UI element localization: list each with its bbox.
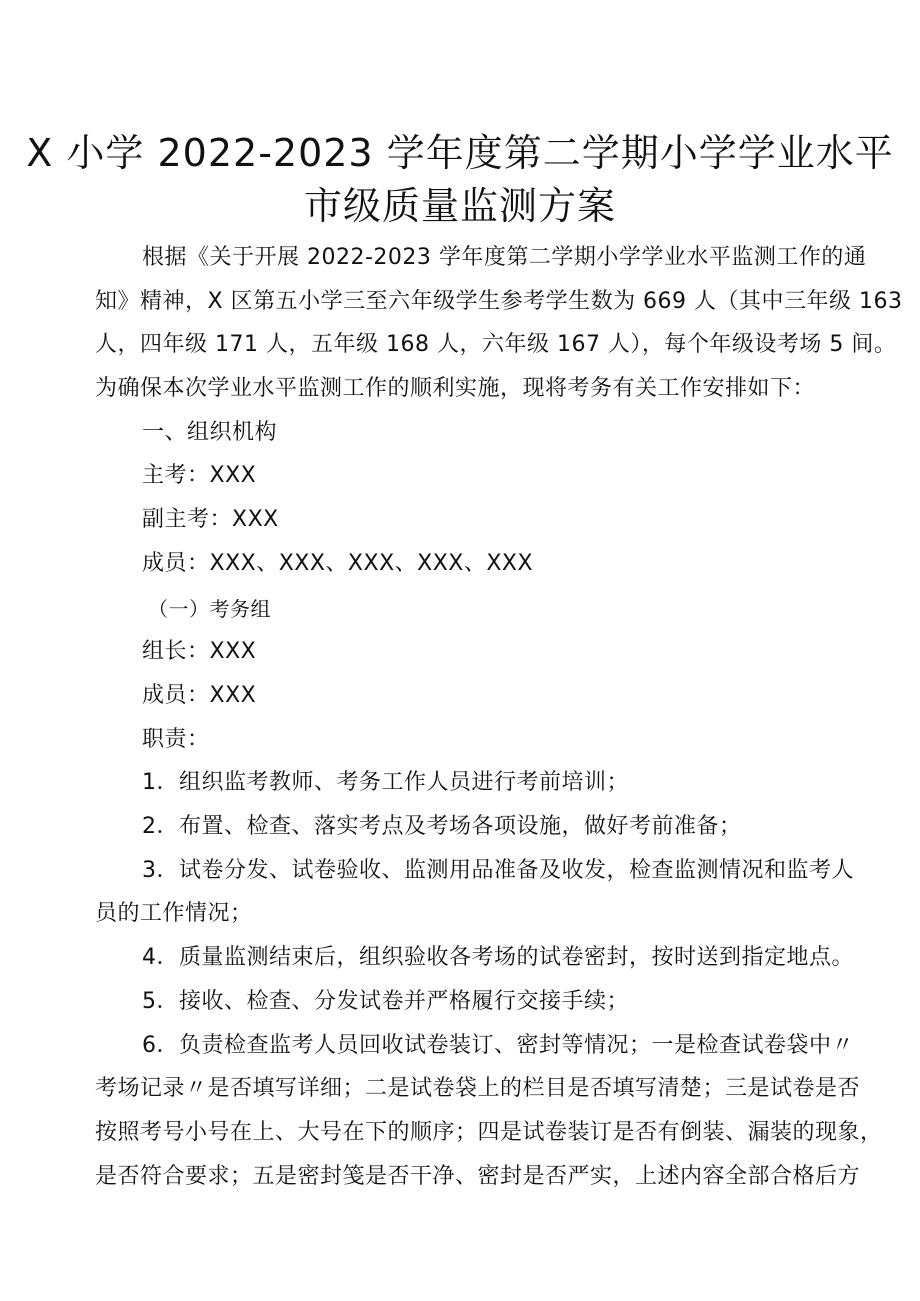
exam-group-leader: 组长：XXX bbox=[142, 639, 257, 664]
organization-members: 成员：XXX、XXX、XXX、XXX、XXX bbox=[142, 551, 534, 576]
document-title-line-1: X 小学 2022-2023 学年度第二学期小学学业水平 bbox=[26, 131, 894, 175]
duties-label: 职责： bbox=[142, 727, 210, 752]
duty-item-6-line-3: 按照考号小号在上、大号在下的顺序；四是试卷装订是否有倒装、漏装的现象， bbox=[95, 1120, 883, 1145]
section-heading-exam-group: （一）考务组 bbox=[148, 597, 271, 621]
intro-line-1: 根据《关于开展 2022-2023 学年度第二学期小学学业水平监测工作的通 bbox=[142, 245, 867, 270]
duty-item-6-line-2: 考场记录〃是否填写详细；二是试卷袋上的栏目是否填写清楚；三是试卷是否 bbox=[95, 1076, 861, 1101]
duty-item-3-continued: 员的工作情况； bbox=[95, 901, 253, 926]
duty-item-2: 2．布置、检查、落实考点及考场各项设施，做好考前准备； bbox=[142, 814, 742, 839]
intro-line-2: 知》精神，X 区第五小学三至六年级学生参考学生数为 669 人（其中三年级 163 bbox=[95, 289, 903, 314]
duty-item-6: 6．负责检查监考人员回收试卷装订、密封等情况；一是检查试卷袋中〃 bbox=[142, 1033, 854, 1058]
document-title-line-2: 市级质量监测方案 bbox=[303, 184, 616, 228]
duty-item-4: 4．质量监测结束后，组织验收各考场的试卷密封，按时送到指定地点。 bbox=[142, 945, 854, 970]
duty-item-3: 3．试卷分发、试卷验收、监测用品准备及收发，检查监测情况和监考人 bbox=[142, 858, 854, 883]
duty-item-1: 1．组织监考教师、考务工作人员进行考前培训； bbox=[142, 770, 629, 795]
deputy-chief-examiner: 副主考：XXX bbox=[142, 507, 279, 532]
chief-examiner: 主考：XXX bbox=[142, 463, 257, 488]
section-heading-organization: 一、组织机构 bbox=[142, 420, 278, 445]
intro-line-4: 为确保本次学业水平监测工作的顺利实施，现将考务有关工作安排如下： bbox=[95, 376, 816, 401]
duty-item-6-line-4: 是否符合要求；五是密封笺是否干净、密封是否严实，上述内容全部合格后方 bbox=[95, 1164, 861, 1189]
duty-item-5: 5．接收、检查、分发试卷并严格履行交接手续； bbox=[142, 989, 629, 1014]
exam-group-members: 成员：XXX bbox=[142, 683, 257, 708]
intro-line-3: 人，四年级 171 人，五年级 168 人，六年级 167 人），每个年级设考场 5 间。 bbox=[95, 332, 897, 357]
